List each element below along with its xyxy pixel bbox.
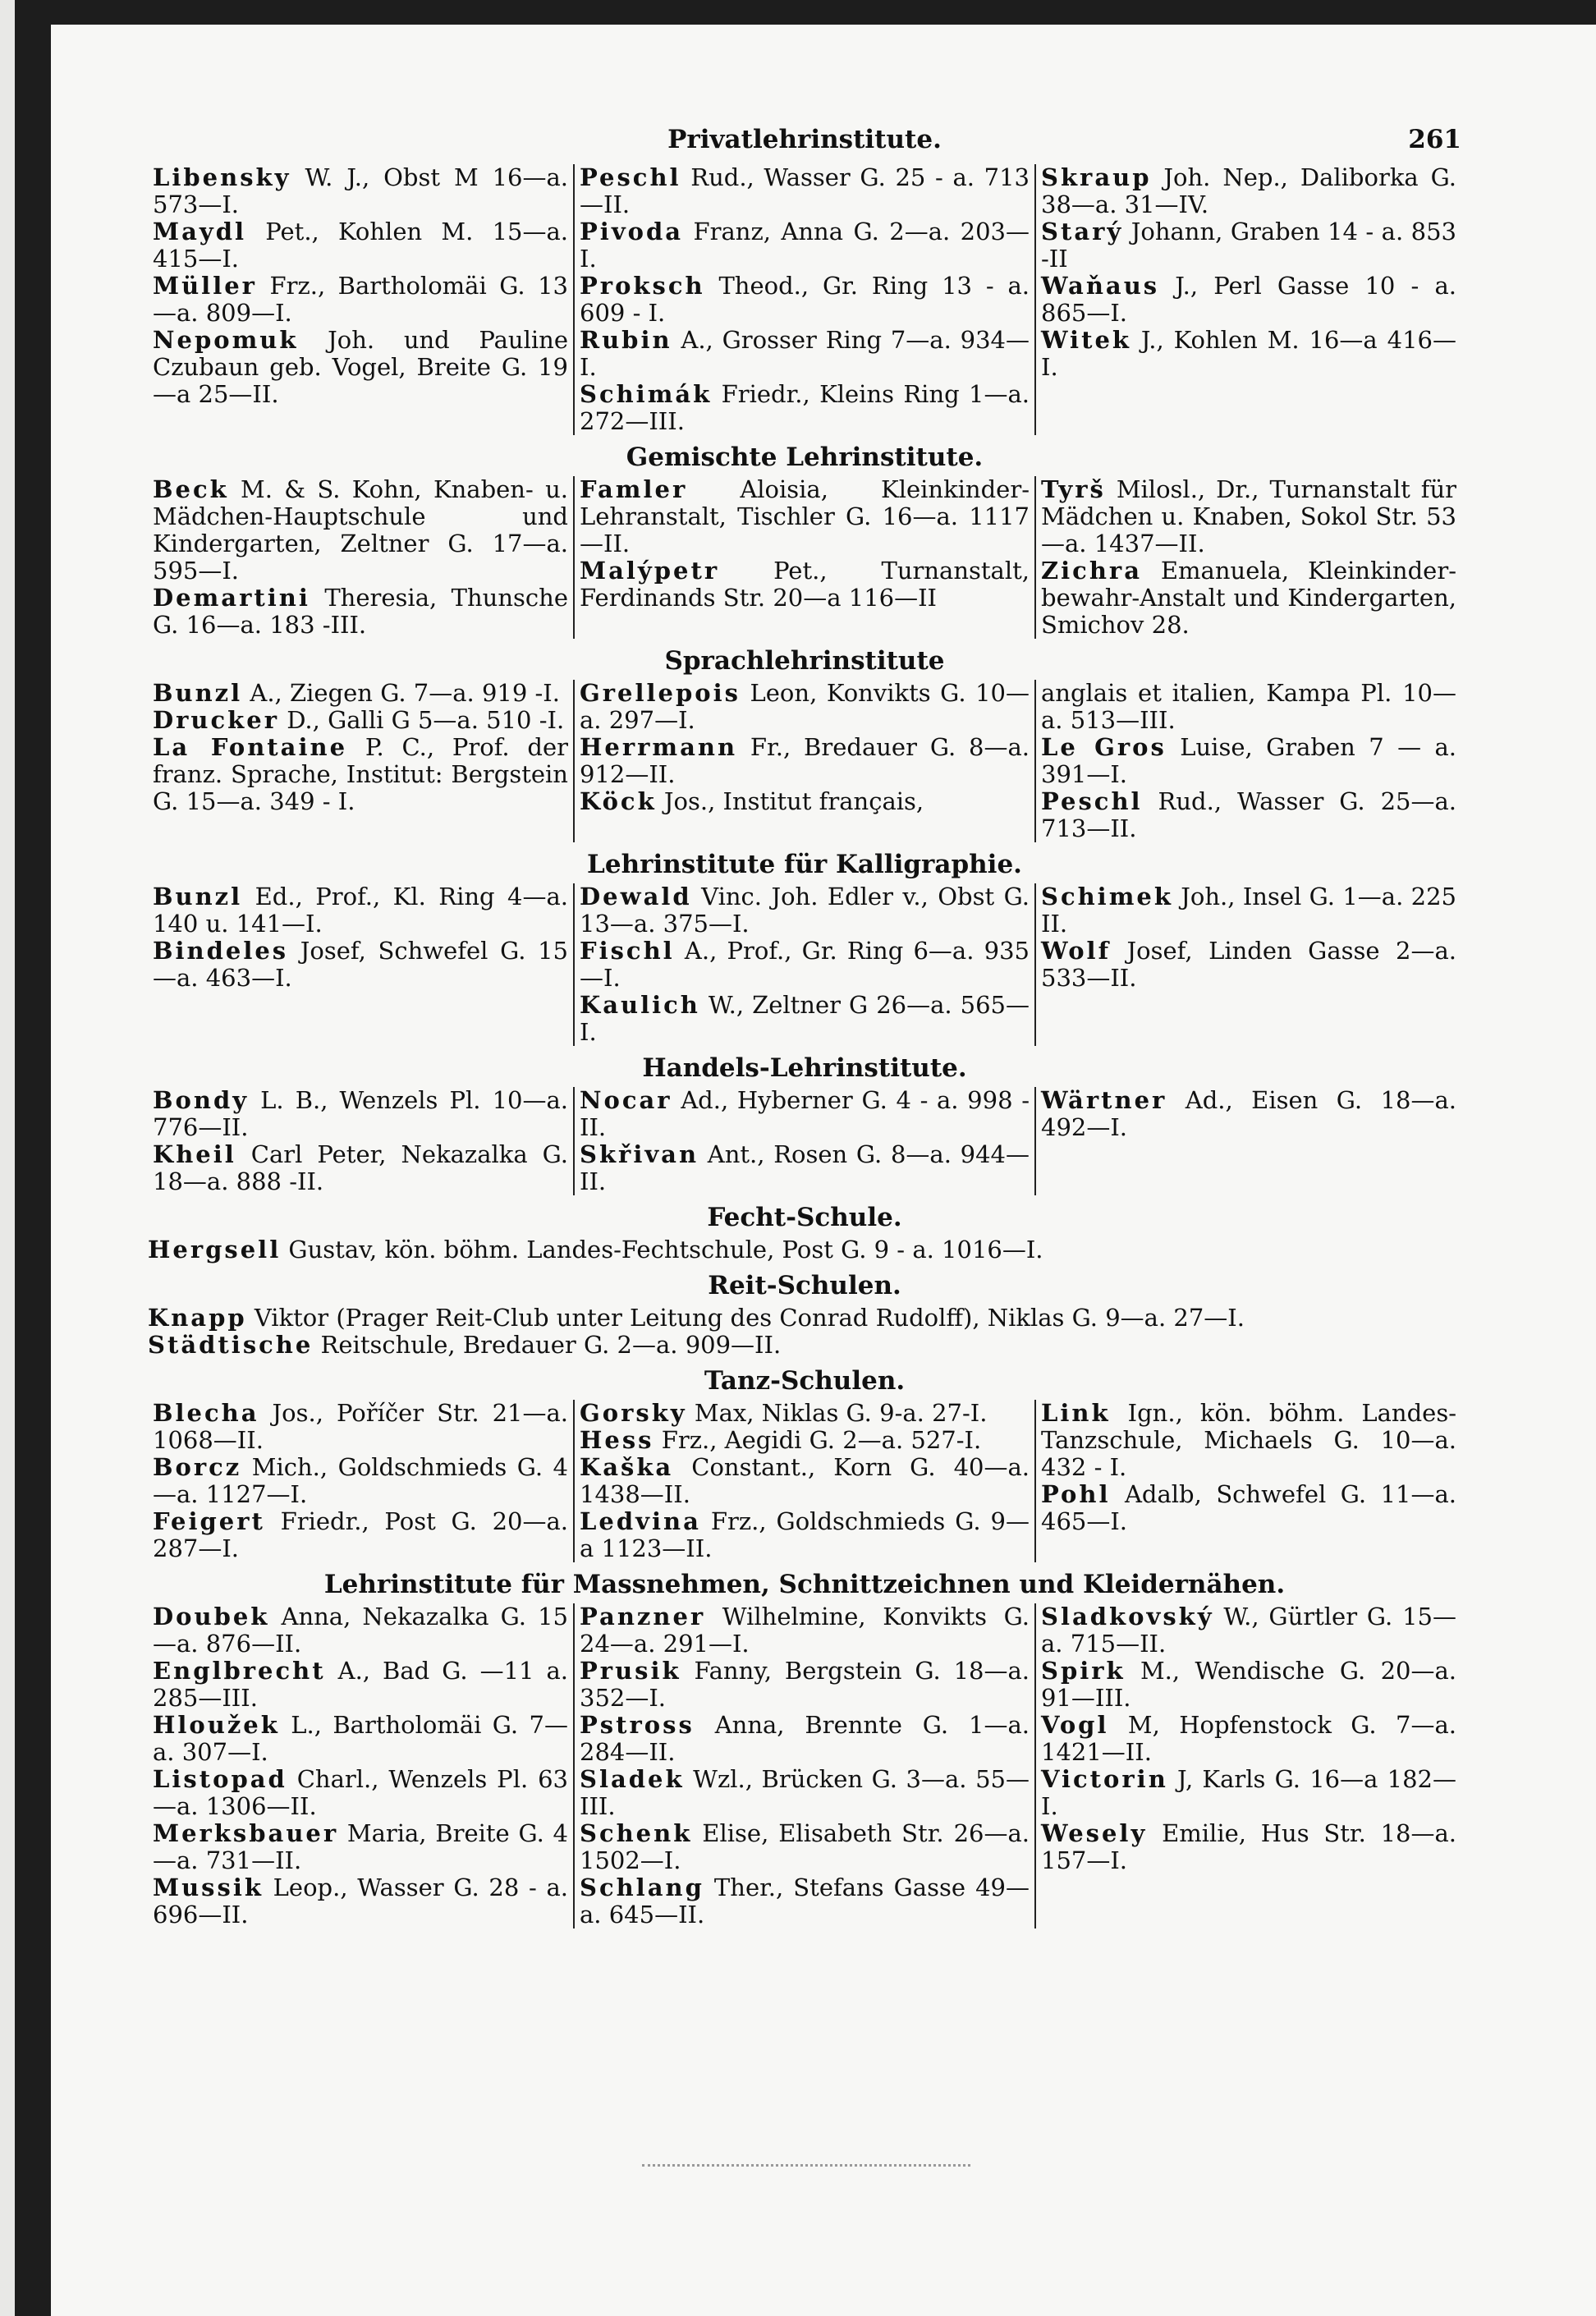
sections-group-2 [148, 1367, 1461, 1928]
directory-entry [148, 1236, 1461, 1263]
entry-text: Josef, Schwefel G. 15—a. 463—I. [153, 937, 568, 992]
directory-entry [148, 1332, 1461, 1359]
section-title: Lehrinstitute für Kalligraphie. [587, 850, 1022, 879]
entry-name: Hess [580, 1426, 654, 1454]
entry-text: Max, Niklas G. 9-a. 27-I. [686, 1399, 988, 1427]
section-title: Handels-Lehrinstitute. [642, 1053, 967, 1083]
directory-entry [153, 1087, 568, 1141]
directory-entry [580, 1874, 1030, 1928]
directory-entry [153, 218, 568, 273]
directory-entry [1041, 1766, 1456, 1820]
column-3 [1036, 476, 1461, 639]
column-2 [573, 1087, 1036, 1195]
directory-entry [580, 734, 1030, 788]
directory-entry [1041, 164, 1456, 218]
entry-text: A., Grosser Ring 7—a. 934—I. [580, 326, 1030, 381]
entry-name: Kaška [580, 1453, 674, 1481]
directory-entry [153, 680, 568, 707]
directory-entry [1041, 218, 1456, 273]
entry-name: Schlang [580, 1873, 704, 1901]
entry-name: Victorin [1041, 1765, 1168, 1793]
directory-entry [580, 1766, 1030, 1820]
entry-text: Wzl., Brücken G. 3—a. 55—III. [580, 1765, 1030, 1820]
entry-text: Joh., Insel G. 1—a. 225 II. [1041, 883, 1456, 938]
directory-entry [153, 1508, 568, 1562]
entry-text: Vinc. Joh. Edler v., Obst G. 13—a. 375—I. [580, 883, 1030, 938]
entry-text: Anna, Nekazalka G. 15—a. 876—II. [153, 1603, 568, 1658]
directory-entry [153, 938, 568, 992]
directory-entry [1041, 273, 1456, 327]
column-2 [573, 883, 1036, 1046]
entry-text: Fr., Bredauer G. 8—a. 912—II. [580, 733, 1030, 788]
entry-name: Tyrš [1041, 475, 1106, 503]
entry-text: Adalb, Schwefel G. 11—a. 465—I. [1041, 1480, 1456, 1535]
column-2 [573, 476, 1036, 639]
column-2 [573, 1603, 1036, 1928]
column-1 [148, 1087, 573, 1195]
entry-text: Mich., Goldschmieds G. 4—a. 1127—I. [153, 1453, 568, 1508]
entry-text: J., Perl Gasse 10 - a. 865—I. [1041, 272, 1456, 327]
directory-entry [153, 476, 568, 585]
entry-name: Skraup [1041, 163, 1152, 191]
directory-entry [1041, 788, 1456, 842]
directory-entry [153, 1712, 568, 1766]
entry-text: Theresia, Thunsche G. 16—a. 183 -III. [153, 584, 568, 639]
entry-text: Wilhelmine, Konvikts G. 24—a. 291—I. [580, 1603, 1030, 1658]
entry-text: Pet., Kohlen M. 15—a. 415—I. [153, 218, 568, 273]
entry-text: W., Zeltner G 26—a. 565—I. [580, 991, 1030, 1046]
directory-entry [1041, 1481, 1456, 1535]
directory-entry [153, 1874, 568, 1928]
entry-name: Starý [1041, 218, 1124, 245]
directory-entry [1041, 1087, 1456, 1141]
entry-text: Johann, Graben 14 - a. 853 -II [1041, 218, 1456, 273]
entry-name: Fischl [580, 937, 675, 965]
directory-entry [1041, 734, 1456, 788]
column-2 [573, 680, 1036, 842]
entry-name: Libensky [153, 163, 291, 191]
entry-text: A., Prof., Gr. Ring 6—a. 935—I. [580, 937, 1030, 992]
entry-name: Ledvina [580, 1507, 701, 1535]
entry-name: Pohl [1041, 1480, 1111, 1508]
directory-entry [580, 1141, 1030, 1195]
entry-name: Schimek [1041, 883, 1173, 910]
column-1 [148, 164, 573, 435]
section-title: Tanz-Schulen. [704, 1366, 906, 1396]
entry-text: Pet., Turnanstalt, Ferdinands Str. 20—a 116—II [580, 557, 1030, 612]
entry-text: Emanuela, Kleinkinder-bewahr-Anstalt und Kindergarten, Smichov 28. [1041, 557, 1456, 639]
directory-entry [1041, 1400, 1456, 1481]
entry-name: Vogl [1041, 1711, 1109, 1739]
entry-name: Le Gros [1041, 733, 1167, 761]
entry-name: Städtische [148, 1331, 314, 1359]
directory-entry [153, 1766, 568, 1820]
directory-entry [580, 788, 1030, 815]
directory-entry [153, 164, 568, 218]
entry-name: Drucker [153, 706, 279, 734]
column-1 [148, 1603, 573, 1928]
entry-text: anglais et italien, Kampa Pl. 10—a. 513—III. [1041, 679, 1456, 734]
directory-entry [580, 1454, 1030, 1508]
page-number: 261 [1408, 125, 1461, 154]
entry-text: M. & S. Kohn, Knaben- u. Mädchen-Hauptschule und Kindergarten, Zeltner G. 17—a. 595—I. [153, 475, 568, 585]
column-1 [148, 476, 573, 639]
directory-entry [1041, 476, 1456, 557]
entry-name: Herrmann [580, 733, 738, 761]
entry-text: D., Galli G 5—a. 510 -I. [279, 706, 565, 734]
entry-name: Peschl [1041, 787, 1143, 815]
entry-name: Beck [153, 475, 229, 503]
entry-name: Prusik [580, 1657, 681, 1685]
entry-name: Doubek [153, 1603, 270, 1630]
column-3 [1036, 164, 1461, 435]
entry-name: Pstross [580, 1711, 695, 1739]
entry-name: Blecha [153, 1399, 259, 1427]
entry-text: Frz., Aegidi G. 2—a. 527-I. [654, 1426, 982, 1454]
directory-entry [153, 1454, 568, 1508]
entry-name: Nocar [580, 1086, 672, 1114]
directory-entry [1041, 327, 1456, 381]
entry-text: L., Bartholomäi G. 7—a. 307—I. [153, 1711, 568, 1766]
page [51, 25, 1596, 2316]
directory-entry [580, 273, 1030, 327]
entry-name: Merksbauer [153, 1819, 339, 1847]
entry-name: Pivoda [580, 218, 684, 245]
entry-text: Fanny, Bergstein G. 18—a. 352—I. [580, 1657, 1030, 1712]
directory-entry [148, 1305, 1461, 1332]
entry-name: Knapp [148, 1304, 247, 1332]
column-1 [148, 883, 573, 1046]
entry-text: Ther., Stefans Gasse 49—a. 645—II. [580, 1873, 1030, 1928]
column-3 [1036, 883, 1461, 1046]
entry-text: Leop., Wasser G. 28 - a. 696—II. [153, 1873, 568, 1928]
directory-entry [153, 273, 568, 327]
directory-entry [1041, 938, 1456, 992]
entry-name: Sladek [580, 1765, 685, 1793]
entry-text: Friedr., Post G. 20—a. 287—I. [153, 1507, 568, 1562]
entry-text: Milosl., Dr., Turnanstalt für Mädchen u. Knaben, Sokol Str. 53—a. 1437—II. [1041, 475, 1456, 557]
page-content [148, 115, 1461, 1928]
entry-name: Bunzl [153, 679, 243, 707]
entry-text: Joh. und Pauline Czubaun geb. Vogel, Breite G. 19—a 25—II. [153, 326, 568, 408]
directory-entry [1041, 883, 1456, 938]
directory-entry [580, 1603, 1030, 1658]
columns [148, 883, 1461, 1046]
directory-entry [153, 1658, 568, 1712]
column-3 [1036, 1087, 1461, 1195]
entry-name: Zichra [1041, 557, 1142, 585]
entry-text: Rud., Wasser G. 25 - a. 713—II. [580, 163, 1030, 218]
entry-text: Ed., Prof., Kl. Ring 4—a. 140 u. 141—I. [153, 883, 568, 938]
directory-entry [580, 381, 1030, 435]
entry-name: Mussik [153, 1873, 264, 1901]
directory-entry [153, 1820, 568, 1874]
entry-text: J., Kohlen M. 16—a 416—I. [1041, 326, 1456, 381]
directory-entry [1041, 680, 1456, 734]
entry-name: Schimák [580, 380, 713, 408]
entry-text: Charl., Wenzels Pl. 63—a. 1306—II. [153, 1765, 568, 1820]
entry-name: Witek [1041, 326, 1132, 354]
entry-text: Jos., Institut français, [656, 787, 924, 815]
columns [148, 680, 1461, 842]
directory-entry [580, 476, 1030, 557]
entry-name: Schenk [580, 1819, 693, 1847]
directory-entry [580, 1427, 1030, 1454]
section-title: Reit-Schulen. [708, 1271, 901, 1300]
entry-name: Englbrecht [153, 1657, 326, 1685]
entry-name: Rubin [580, 326, 672, 354]
directory-entry [580, 557, 1030, 612]
scan-edge [0, 0, 15, 2316]
directory-entry [580, 1508, 1030, 1562]
section-title: Gemischte Lehrinstitute. [626, 443, 984, 472]
page-title: Privatlehrinstitute. [667, 125, 942, 154]
entry-name: Bindeles [153, 937, 289, 965]
entry-name: Köck [580, 787, 657, 815]
entry-name: Waňaus [1041, 272, 1160, 300]
columns [148, 1603, 1461, 1928]
directory-entry [1041, 1820, 1456, 1874]
column-2 [573, 1400, 1036, 1562]
directory-entry [580, 164, 1030, 218]
entry-text: L. B., Wenzels Pl. 10—a. 776—II. [153, 1086, 568, 1141]
entry-text: Reitschule, Bredauer G. 2—a. 909—II. [313, 1331, 782, 1359]
directory-entry [1041, 1658, 1456, 1712]
directory-entry [580, 1400, 1030, 1427]
section-title: Lehrinstitute für Massnehmen, Schnittzeichnen und Kleidernähen. [323, 1570, 1286, 1599]
entry-name: Borcz [153, 1453, 242, 1481]
entry-name: Bondy [153, 1086, 250, 1114]
directory-entry [580, 680, 1030, 734]
entry-name: Panzner [580, 1603, 706, 1630]
directory-entry [153, 1141, 568, 1195]
entry-name: Maydl [153, 218, 247, 245]
directory-entry [153, 585, 568, 639]
directory-entry [580, 327, 1030, 381]
directory-entry [1041, 1603, 1456, 1658]
entry-text: Elise, Elisabeth Str. 26—a. 1502—I. [580, 1819, 1030, 1874]
entry-name: Kaulich [580, 991, 700, 1019]
section-title: Sprachlehrinstitute [664, 646, 945, 676]
directory-entry [153, 1603, 568, 1658]
entry-name: Famler [580, 475, 688, 503]
directory-entry [580, 938, 1030, 992]
entry-name: Listopad [153, 1765, 287, 1793]
entry-name: Wärtner [1041, 1086, 1167, 1114]
columns [148, 164, 1461, 435]
entry-text: Maria, Breite G. 4—a. 731—II. [153, 1819, 568, 1874]
entry-text: Rud., Wasser G. 25—a. 713—II. [1041, 787, 1456, 842]
entry-name: Müller [153, 272, 257, 300]
entry-name: Kheil [153, 1140, 236, 1168]
directory-entry [580, 1820, 1030, 1874]
entry-name: Skřivan [580, 1140, 699, 1168]
section-title: Fecht-Schule. [707, 1203, 902, 1232]
entry-name: La Fontaine [153, 733, 348, 761]
entry-name: Link [1041, 1399, 1111, 1427]
directory-entry [153, 1400, 568, 1454]
entry-name: Grellepois [580, 679, 741, 707]
entry-text: Ant., Rosen G. 8—a. 944—II. [580, 1140, 1030, 1195]
entry-name: Sladkovský [1041, 1603, 1214, 1630]
page-header [148, 115, 1461, 164]
entry-text: M, Hopfenstock G. 7—a. 1421—II. [1041, 1711, 1456, 1766]
entry-text: Friedr., Kleins Ring 1—a. 272—III. [580, 380, 1030, 435]
entry-name: Wolf [1041, 937, 1112, 965]
entry-text: M., Wendische G. 20—a. 91—III. [1041, 1657, 1456, 1712]
column-3 [1036, 1400, 1461, 1562]
directory-entry [1041, 1712, 1456, 1766]
entry-name: Spirk [1041, 1657, 1126, 1685]
directory-entry [153, 707, 568, 734]
entry-name: Malýpetr [580, 557, 720, 585]
entry-text: Josef, Linden Gasse 2—a. 533—II. [1041, 937, 1456, 992]
directory-entry [580, 1087, 1030, 1141]
directory-entry [580, 1712, 1030, 1766]
entry-name: Feigert [153, 1507, 265, 1535]
entry-name: Demartini [153, 584, 310, 612]
column-1 [148, 1400, 573, 1562]
entry-name: Peschl [580, 163, 681, 191]
columns [148, 1087, 1461, 1195]
directory-entry [580, 992, 1030, 1046]
entry-text: Luise, Graben 7 — a. 391—I. [1041, 733, 1456, 788]
column-2 [573, 164, 1036, 435]
entry-text: Anna, Brennte G. 1—a. 284—II. [580, 1711, 1030, 1766]
entry-text: Franz, Anna G. 2—a. 203—I. [580, 218, 1030, 273]
entry-text: J, Karls G. 16—a 182—I. [1041, 1765, 1456, 1820]
entry-name: Dewald [580, 883, 692, 910]
entry-text: W., Gürtler G. 15—a. 715—II. [1041, 1603, 1456, 1658]
entry-text: Ign., kön. böhm. Landes-Tanzschule, Michaels G. 10—a. 432 - I. [1041, 1399, 1456, 1481]
entry-text: Theod., Gr. Ring 13 - a. 609 - I. [580, 272, 1030, 327]
entry-text: Constant., Korn G. 40—a. 1438—II. [580, 1453, 1030, 1508]
directory-entry [580, 883, 1030, 938]
columns [148, 1400, 1461, 1562]
entry-name: Proksch [580, 272, 705, 300]
entry-text: A., Ziegen G. 7—a. 919 -I. [242, 679, 560, 707]
entry-name: Gorsky [580, 1399, 687, 1427]
entry-name: Bunzl [153, 883, 243, 910]
fecht-section [148, 1204, 1461, 1263]
directory-entry [153, 327, 568, 408]
entry-text: Frz., Goldschmieds G. 9—a 1123—II. [580, 1507, 1030, 1562]
entry-text: P. C., Prof. der franz. Sprache, Institut: Bergstein G. 15—a. 349 - I. [153, 733, 568, 815]
entry-text: Carl Peter, Nekazalka G. 18—a. 888 -II. [153, 1140, 568, 1195]
entry-text: Aloisia, Kleinkinder-Lehranstalt, Tischler G. 16—a. 1117—II. [580, 475, 1030, 557]
entry-text: Jos., Poříčer Str. 21—a. 1068—II. [153, 1399, 568, 1454]
columns [148, 476, 1461, 639]
entry-text: Emilie, Hus Str. 18—a. 157—I. [1041, 1819, 1456, 1874]
entry-text: Gustav, kön. böhm. Landes-Fechtschule, Post G. 9 - a. 1016—I. [281, 1236, 1043, 1263]
directory-entry [153, 734, 568, 815]
directory-entry [153, 883, 568, 938]
column-3 [1036, 1603, 1461, 1928]
directory-entry [580, 1658, 1030, 1712]
entry-text: Viktor (Prager Reit-Club unter Leitung des Conrad Rudolff), Niklas G. 9—a. 27—I. [246, 1304, 1245, 1332]
entry-text: Frz., Bartholomäi G. 13—a. 809—I. [153, 272, 568, 327]
entry-text: W. J., Obst M 16—a. 573—I. [153, 163, 568, 218]
entry-name: Wesely [1041, 1819, 1148, 1847]
directory-entry [580, 218, 1030, 273]
entry-text: Joh. Nep., Daliborka G. 38—a. 31—IV. [1041, 163, 1456, 218]
entry-name: Hergsell [148, 1236, 282, 1263]
sections-group-1 [148, 164, 1461, 1195]
entry-name: Hloužek [153, 1711, 280, 1739]
entry-text: Leon, Konvikts G. 10—a. 297—I. [580, 679, 1030, 734]
reit-section [148, 1272, 1461, 1359]
entry-text: Ad., Eisen G. 18—a. 492—I. [1041, 1086, 1456, 1141]
entry-name: Nepomuk [153, 326, 299, 354]
entry-text: Ad., Hyberner G. 4 - a. 998 -II. [580, 1086, 1030, 1141]
column-3 [1036, 680, 1461, 842]
column-1 [148, 680, 573, 842]
directory-entry [1041, 557, 1456, 639]
entry-text: A., Bad G. —11 a. 285—III. [153, 1657, 568, 1712]
footer-rule [642, 2164, 970, 2167]
